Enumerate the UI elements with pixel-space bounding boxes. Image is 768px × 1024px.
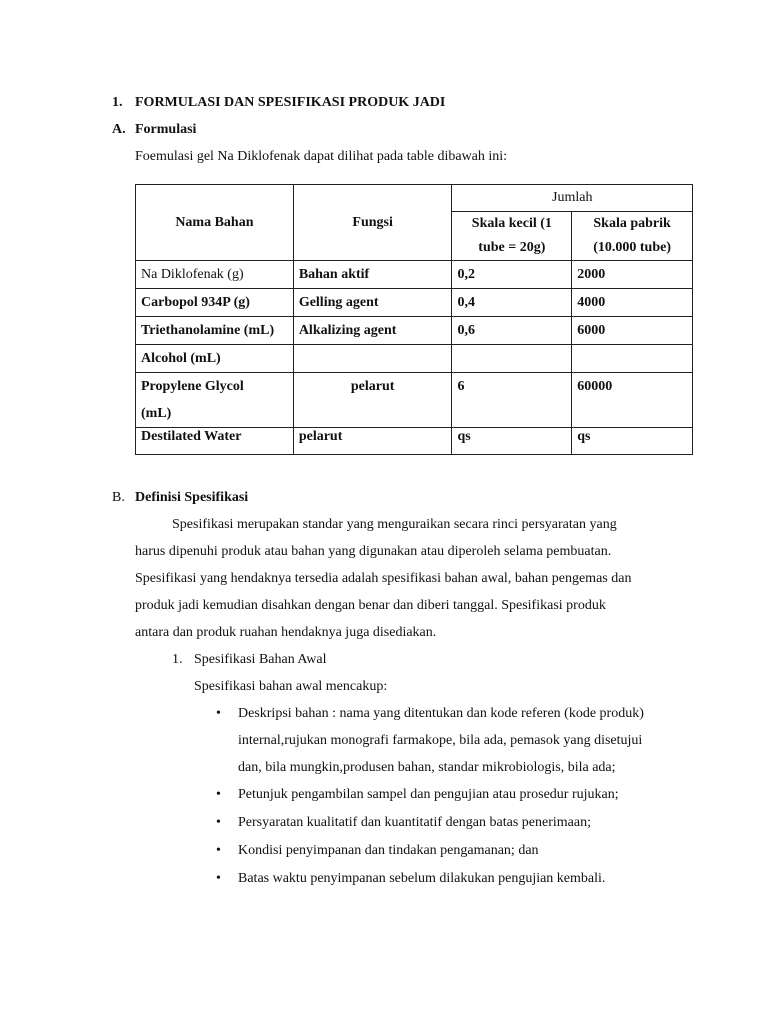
bullet-icon: •: [216, 843, 221, 858]
header-jumlah: Jumlah: [452, 185, 693, 212]
subsection-title: Definisi Spesifikasi: [135, 490, 249, 505]
header-skala-kecil-line2: tube = 20g): [478, 240, 546, 255]
cell-bahan: [136, 373, 294, 428]
cell-kecil: 0,4: [452, 289, 572, 317]
subsection-title: Formulasi: [135, 122, 197, 137]
cell-pabrik: 60000: [572, 373, 693, 428]
table-row: [136, 261, 693, 289]
cell-pabrik: [572, 345, 693, 373]
cell-pabrik: 2000: [572, 261, 693, 289]
cell-pabrik: 6000: [572, 317, 693, 345]
header-skala-pabrik: [572, 212, 693, 261]
header-skala-kecil-line1: Skala kecil (1: [471, 216, 552, 231]
list-title: Spesifikasi Bahan Awal: [194, 652, 327, 667]
cell-bahan-line2: (mL): [141, 406, 172, 421]
paragraph-line: antara dan produk ruahan hendaknya juga disediakan.: [135, 625, 437, 640]
cell-fungsi: Alkalizing agent: [293, 317, 452, 345]
table-row: [136, 373, 693, 428]
cell-bahan-line1: Propylene Glycol: [141, 379, 244, 394]
list-intro: Spesifikasi bahan awal mencakup:: [194, 679, 388, 694]
cell-kecil: [452, 345, 572, 373]
header-skala-kecil: [452, 212, 572, 261]
bullet-icon: •: [216, 706, 221, 721]
cell-bahan: Triethanolamine (mL): [136, 317, 294, 345]
paragraph-line: Spesifikasi merupakan standar yang menguraikan secara rinci persyaratan yang: [172, 517, 617, 532]
bullet-icon: •: [216, 871, 221, 886]
cell-bahan: Carbopol 934P (g): [136, 289, 294, 317]
table-row: [136, 317, 693, 345]
bullet-text: Kondisi penyimpanan dan tindakan pengamanan; dan: [238, 843, 539, 858]
paragraph-line: Spesifikasi yang hendaknya tersedia adalah spesifikasi bahan awal, bahan pengemas dan: [135, 571, 632, 586]
bullet-icon: •: [216, 787, 221, 802]
list-number: 1.: [172, 652, 183, 667]
subsection-letter: B.: [112, 490, 125, 505]
cell-fungsi: Bahan aktif: [293, 261, 452, 289]
cell-bahan: Destilated Water: [136, 428, 294, 455]
formula-table: [135, 184, 693, 455]
section-number: 1.: [112, 95, 123, 110]
header-skala-pabrik-line2: (10.000 tube): [593, 240, 671, 255]
bullet-text: Batas waktu penyimpanan sebelum dilakukan pengujian kembali.: [238, 871, 606, 886]
cell-fungsi: pelarut: [293, 428, 452, 455]
cell-bahan: Alcohol (mL): [136, 345, 294, 373]
bullet-text: dan, bila mungkin,produsen bahan, standar mikrobiologis, bila ada;: [238, 760, 616, 775]
bullet-text: Deskripsi bahan : nama yang ditentukan dan kode referen (kode produk): [238, 706, 644, 721]
cell-bahan: Na Diklofenak (g): [136, 261, 294, 289]
bullet-text: Petunjuk pengambilan sampel dan pengujian atau prosedur rujukan;: [238, 787, 619, 802]
header-skala-pabrik-line1: Skala pabrik: [593, 216, 671, 231]
subsection-letter: A.: [112, 122, 126, 137]
cell-kecil: 0,6: [452, 317, 572, 345]
header-fungsi: Fungsi: [293, 185, 452, 261]
cell-fungsi: pelarut: [293, 373, 452, 428]
bullet-icon: •: [216, 815, 221, 830]
table-intro: Foemulasi gel Na Diklofenak dapat dilihat pada table dibawah ini:: [135, 149, 508, 164]
cell-pabrik: qs: [572, 428, 693, 455]
table-row: [136, 289, 693, 317]
paragraph-line: produk jadi kemudian disahkan dengan benar dan diberi tanggal. Spesifikasi produk: [135, 598, 606, 613]
table-row: [136, 428, 693, 455]
table-row: [136, 345, 693, 373]
section-title: FORMULASI DAN SPESIFIKASI PRODUK JADI: [135, 95, 446, 110]
cell-kecil: 0,2: [452, 261, 572, 289]
header-nama-bahan: Nama Bahan: [136, 185, 294, 261]
cell-fungsi: [293, 345, 452, 373]
cell-pabrik: 4000: [572, 289, 693, 317]
bullet-text: Persyaratan kualitatif dan kuantitatif dengan batas penerimaan;: [238, 815, 591, 830]
cell-fungsi: Gelling agent: [293, 289, 452, 317]
cell-kecil: qs: [452, 428, 572, 455]
cell-kecil: 6: [452, 373, 572, 428]
paragraph-line: harus dipenuhi produk atau bahan yang digunakan atau diperoleh selama pembuatan.: [135, 544, 612, 559]
bullet-text: internal,rujukan monografi farmakope, bila ada, pemasok yang disetujui: [238, 733, 643, 748]
